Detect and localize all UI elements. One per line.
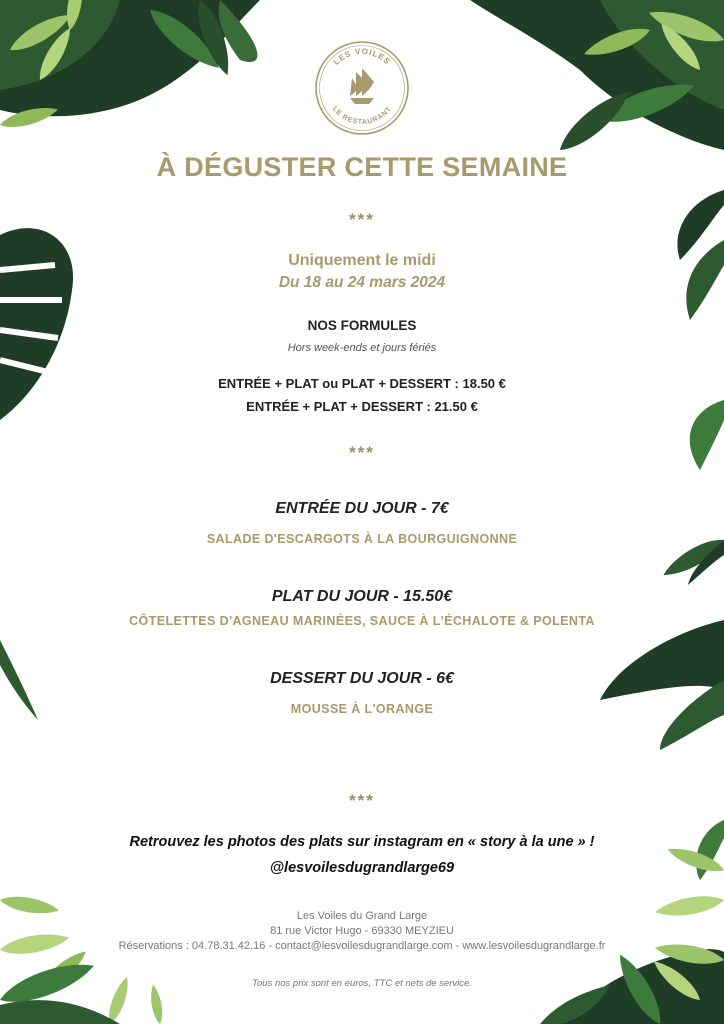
- separator-1: ***: [349, 210, 375, 229]
- formules-note: Hors week-ends et jours fériés: [287, 342, 437, 354]
- logo-name-top: LES VOILES: [331, 46, 393, 67]
- footer-restaurant-name: Les Voiles du Grand Large: [296, 910, 428, 922]
- dessert-dish: MOUSSE À L'ORANGE: [290, 702, 434, 716]
- formule-offer-1: ENTRÉE + PLAT ou PLAT + DESSERT : 18.50 €: [218, 376, 506, 391]
- formules-heading: NOS FORMULES: [307, 318, 417, 333]
- separator-3: ***: [349, 791, 375, 810]
- footer-contact: Réservations : 04.78.31.42.16 - contact@lesvoilesdugrandlarge.com - www.lesvoilesdugrandlarge.fr: [118, 940, 606, 952]
- starter-title: ENTRÉE DU JOUR - 7€: [275, 500, 449, 517]
- main-title: PLAT DU JOUR - 15.50€: [271, 588, 453, 605]
- service-note: Uniquement le midi: [288, 252, 436, 269]
- starter-dish: SALADE D'ESCARGOTS À LA BOURGUIGNONNE: [206, 532, 518, 546]
- instagram-promo: Retrouvez les photos des plats sur instagram en « story à la une » !: [129, 834, 595, 850]
- dessert-title: DESSERT DU JOUR - 6€: [270, 670, 454, 687]
- svg-text:LE RESTAURANT: [331, 106, 393, 127]
- instagram-handle: @lesvoilesdugrandlarge69: [269, 860, 455, 876]
- footer-legal-note: Tous nos prix sont en euros, TTC et nets de service.: [252, 978, 472, 989]
- main-dish: CÔTELETTES D'AGNEAU MARINÉES, SAUCE À L'ÉCHALOTE & POLENTA: [129, 614, 595, 628]
- date-range: Du 18 au 24 mars 2024: [278, 274, 446, 291]
- formule-offer-2: ENTRÉE + PLAT + DESSERT : 21.50 €: [246, 399, 478, 414]
- page-title: À DÉGUSTER CETTE SEMAINE: [156, 152, 568, 182]
- footer-address: 81 rue Victor Hugo - 69330 MEYZIEU: [270, 925, 454, 937]
- svg-text:LES VOILES: [332, 47, 393, 67]
- sailboat-icon: [350, 68, 374, 104]
- logo-name-bottom: LE RESTAURANT: [330, 105, 394, 127]
- separator-2: ***: [349, 443, 375, 462]
- restaurant-logo: [312, 38, 412, 138]
